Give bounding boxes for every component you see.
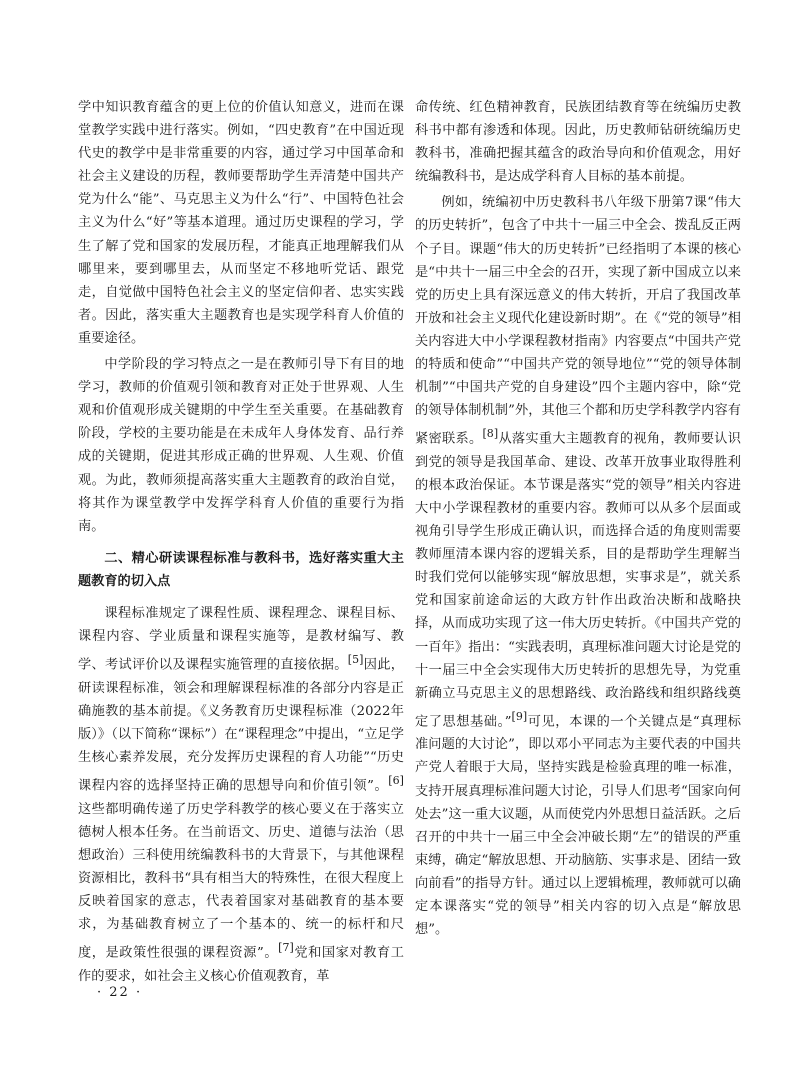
text-segment: 可见，本课的一个关键点是“真理标准问题的大讨论”，即以邓小平同志为主要代表的中国共产党人着眼于大局，坚持实践是检验真理的唯一标准，支持开展真理标准问题大讨论，引导人们思考“国家向何处去”这一重大议题，从而使党内外思想日益活跃。之后召开的中共十一届三中全会冲破长期“左”的错误的严重束缚，确定“解放思想、开动脑筋、实事求是、团结一致向前看”的指导方针。通过以上逻辑梳理，教师就可以确定本课落实“党的领导”相关内容的切入点是“解放思想”。 bbox=[415, 714, 741, 938]
paragraph-continued: 命传统、红色精神教育，民族团结教育等在统编历史教科书中都有渗透和体现。因此，历史教师钻研统编历史教科书，准确把握其蕴含的政治导向和价值观念，用好统编教科书，是达成学科育人目标的基本前提。 bbox=[415, 100, 741, 185]
reference-marker: [5] bbox=[347, 653, 364, 667]
page-number: · 22 · bbox=[97, 985, 143, 1000]
paragraph-learning-characteristics: 中学阶段的学习特点之一是在教师引导下有目的地学习，教师的价值观引领和教育对正处于世界观、人生观和价值观形成关键期的中学生至关重要。在基础教育阶段，学校的主要功能是在未成年人身体发育、品行养成的关键期，促进其形成正确的世界观、人生观、价值观。为此，教师须提高落实重大主题教育的政治自觉，将其作为课堂教学中发挥学科育人价值的重要行为指南。 bbox=[78, 357, 404, 534]
reference-marker: [7] bbox=[278, 941, 294, 955]
text-segment: 因此，研读课程标准，领会和理解课程标准的各部分内容是正确施教的基本前提。《义务教育历史课程标准（2022年版）》（以下简称“课标”）在“课程理念”中提出，“立足学生核心素养发展，充分发挥历史课程的育人功能”“历史课程内容的选择坚持正确的思想导向和价值引领”。 bbox=[78, 657, 404, 794]
reference-marker: [9] bbox=[511, 709, 528, 723]
paragraph-example-lesson bbox=[415, 191, 741, 941]
paragraph-curriculum-standards bbox=[78, 602, 404, 988]
left-column bbox=[78, 96, 404, 988]
text-segment: 党和国家对教育工作的要求，如社会主义核心价值观教育，革 bbox=[78, 945, 404, 984]
text-segment: 这些都明确传递了历史学科教学的核心要义在于落实立德树人根本任务。在当前语文、历史、道德与法治（思想政治）三科使用统编教科书的大背景下，与其他课程资源相比，教科书“具有相当大的特殊性，在很大程度上反映着国家的意志，代表着国家对基础教育的基本要求，为基础教育树立了一个基本的、统一的标杆和尺度，是政策性很强的课程资源”。 bbox=[78, 801, 404, 961]
text-segment: 课程标准规定了课程性质、课程理念、课程目标、课程内容、学业质量和课程实施等，是教材编写、教学、考试评价以及课程实施管理的直接依据。 bbox=[78, 605, 404, 673]
paragraph-continued: 学中知识教育蕴含的更上位的价值认知意义，进而在课堂教学实践中进行落实。例如，“四史教育”在中国近现代史的教学中是非常重要的内容，通过学习中国革命和社会主义建设的历程，教师要帮助学生弄清楚中国共产党为什么“能”、马克思主义为什么“行”、中国特色社会主义为什么“好”等基本道理。通过历史课程的学习，学生了解了党和国家的发展历程，才能真正地理解我们从哪里来，要到哪里去，从而坚定不移地听党话、跟党走，自觉做中国特色社会主义的坚定信仰者、忠实实践者。因此，落实重大主题教育也是实现学科育人价值的重要途径。 bbox=[78, 100, 404, 346]
text-segment: 从落实重大主题教育的视角，教师要认识到党的领导是我国革命、建设、改革开放事业取得胜利的根本政治保证。本节课是落实“党的领导”相关内容进大中小学课程教材的重要内容。教师可以从多个层面或视角引导学生形成正确认识，而选择合适的角度则需要教师厘清本课内容的逻辑关系，目的是帮助学生理解当时我们党何以能够实现“解放思想，实事求是”，就关系党和国家前途命运的大政方针作出政治决断和战略抉择，从而成功实现了这一伟大历史转折。《中国共产党的一百年》指出：“实践表明，真理标准问题大讨论是党的十一届三中全会实现伟大历史转折的思想先导，为党重新确立马克思主义的思想路线、政治路线和组织路线奠定了思想基础。” bbox=[415, 431, 741, 730]
right-column bbox=[415, 96, 741, 941]
section-heading: 二、精心研读课程标准与教科书，选好落实重大主题教育的切入点 bbox=[78, 550, 404, 589]
text-segment: 例如，统编初中历史教科书八年级下册第7课“伟大的历史转折”，包含了中共十一届三中全会、拨乱反正两个子目。课题“伟大的历史转折”已经指明了本课的核心是“中共十一届三中全会的召开，实现了新中国成立以来党的历史上具有深远意义的伟大转折，开启了我国改革开放和社会主义现代化建设新时期”。在《“党的领导”相关内容进大中小学课程教材指南》内容要点“中国共产党的特质和使命”“中国共产党的领导地位”“党的领导体制机制”“中国共产党的自身建设”四个主题内容中，除“党的领导体制机制”外，其他三个都和历史学科教学内容有紧密联系。 bbox=[415, 195, 741, 447]
reference-marker: [6] bbox=[388, 774, 404, 788]
reference-marker: [8] bbox=[482, 427, 499, 441]
